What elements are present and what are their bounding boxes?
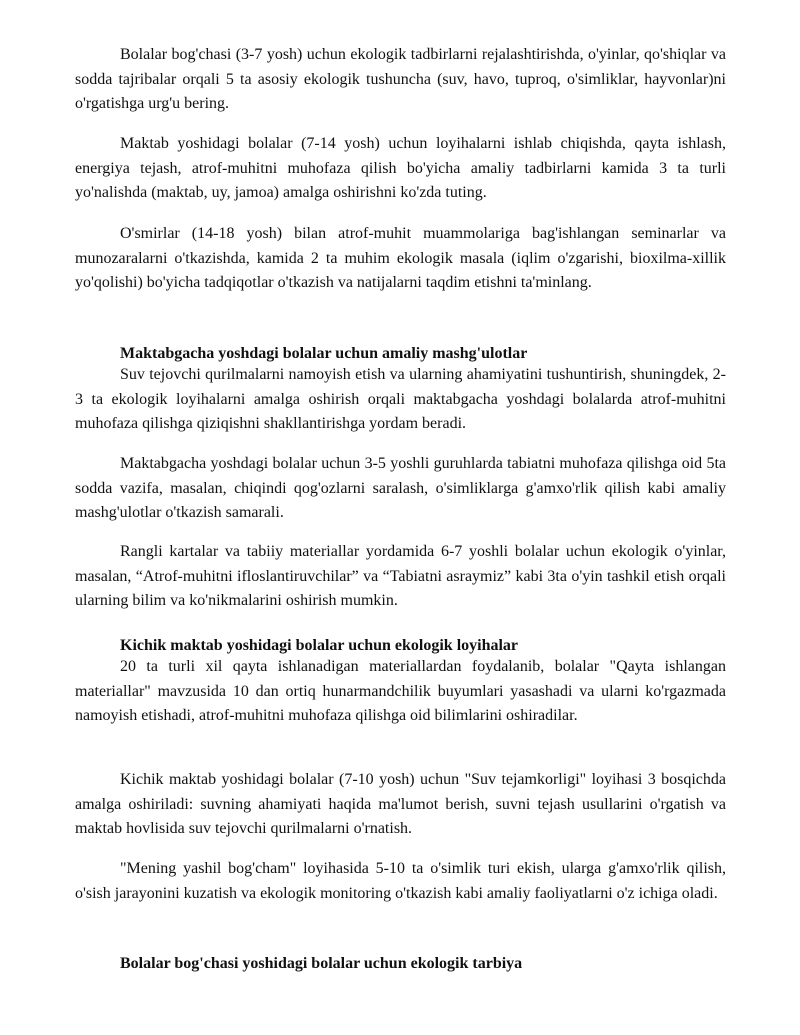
paragraph-school-age-projects: Maktab yoshidagi bolalar (7-14 yosh) uchun loyihalarni ishlab chiqishda, qayta ishlash, energiya tejash, atrof-muhitni muhofaza qilish bo'yicha amaliy tadbirlarni kamida 3 ta turli yo'nalishda (maktab, uy, jamoa) amalga oshirishni ko'zda tuting. [75, 135, 726, 202]
paragraph-water-saving-demo: Suv tejovchi qurilmalarni namoyish etish va ularning ahamiyatini tushuntirish, shuningdek, 2-3 ta ekologik loyihalarni amalga oshirish orqali maktabgacha yoshdagi bolalarda atrof-muhitni muhofaza qilishga qiziqishni shakllantirishga yordam beradi. [75, 366, 726, 433]
paragraph-preschool-planning: Bolalar bog'chasi (3-7 yosh) uchun ekologik tadbirlarni rejalashtirishda, o'yinlar, qo'shiqlar va sodda tajribalar orqali 5 ta asosiy ekologik tushuncha (suv, havo, tuproq, o'simliklar, hayvonlar)ni o'rgatishga urg'u bering. [75, 46, 726, 113]
heading-kindergarten-eco-education: Bolalar bog'chasi yoshidagi bolalar uchun ekologik tarbiya [120, 955, 523, 972]
paragraph-eco-games: Rangli kartalar va tabiiy materiallar yordamida 6-7 yoshli bolalar uchun ekologik o'yinlar, masalan, “Atrof-muhitni ifloslantiruvchilar” va “Tabiatni asraymiz” kabi 3ta o'yin tashkil etish orqali ularning bilim va ko'nikmalarini oshirish mumkin. [75, 543, 726, 610]
heading-junior-school-projects: Kichik maktab yoshidagi bolalar uchun ekologik loyihalar [120, 637, 519, 654]
paragraph-recycled-materials: 20 ta turli xil qayta ishlanadigan materiallardan foydalanib, bolalar "Qayta ishlangan materiallar" mavzusida 10 dan ortiq hunarmandchilik buyumlari yasashadi va ularni ko'rgazmada namoyish etishadi, atrof-muhitni muhofaza qilishga oid bilimlarini oshiradilar. [75, 658, 726, 725]
paragraph-teenagers-seminars: O'smirlar (14-18 yosh) bilan atrof-muhit muammolariga bag'ishlangan seminarlar va munozaralarni o'tkazishda, kamida 2 ta muhim ekologik masala (iqlim o'zgarishi, bioxilma-xillik yo'qolishi) bo'yicha tadqiqotlar o'tkazish va natijalarni taqdim etishni ta'minlang. [75, 225, 726, 292]
paragraph-water-conservation-project: Kichik maktab yoshidagi bolalar (7-10 yosh) uchun "Suv tejamkorligi" loyihasi 3 bosqichda amalga oshiriladi: suvning ahamiyati haqida ma'lumot berish, suvni tejash usullarini o'rgatish va maktab hovlisida suv tejovchi qurilmalarni o'rnatish. [75, 771, 726, 838]
heading-preschool-practical: Maktabgacha yoshdagi bolalar uchun amaliy mashg'ulotlar [120, 345, 528, 362]
paragraph-green-garden-project: "Mening yashil bog'cham" loyihasida 5-10 ta o'simlik turi ekish, ularga g'amxo'rlik qilish, o'sish jarayonini kuzatish va ekologik monitoring o'tkazish kabi amaliy faoliyatlarni o'z ichiga oladi. [75, 860, 726, 902]
paragraph-preschool-tasks: Maktabgacha yoshdagi bolalar uchun 3-5 yoshli guruhlarda tabiatni muhofaza qilishga oid 5ta sodda vazifa, masalan, chiqindi qog'ozlarni saralash, o'simliklarga g'amxo'rlik qilish kabi amaliy mashg'ulotlar o'tkazish samarali. [75, 455, 726, 522]
